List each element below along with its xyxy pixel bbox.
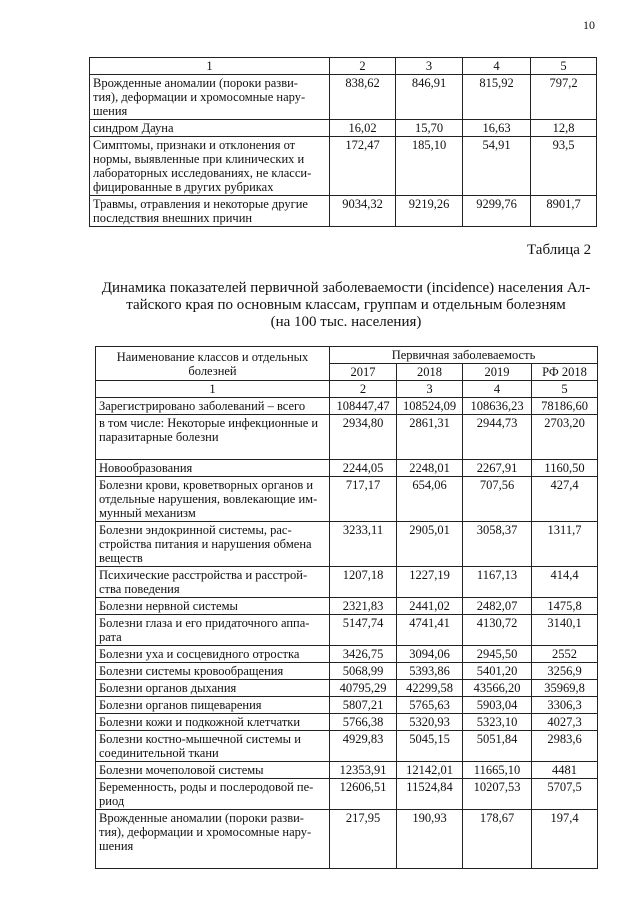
column-number: 5 xyxy=(531,58,597,75)
value-cell: 5807,21 xyxy=(330,697,397,714)
value-cell: 185,10 xyxy=(396,137,463,196)
row-label xyxy=(90,137,330,196)
value-cell: 1167,13 xyxy=(463,567,532,598)
row-label xyxy=(96,598,330,615)
table-row xyxy=(96,680,598,697)
value-cell: 16,02 xyxy=(330,120,396,137)
value-cell: 414,4 xyxy=(532,567,598,598)
table-row xyxy=(96,762,598,779)
table-row xyxy=(96,615,598,646)
value-cell: 12606,51 xyxy=(330,779,397,810)
label-line: отдельные нарушения, вовлекающие им- xyxy=(99,492,318,506)
table-row xyxy=(96,810,598,869)
value-cell: 10207,53 xyxy=(463,779,532,810)
year-header: 2017 xyxy=(330,364,397,381)
value-cell: 2934,80 xyxy=(330,415,397,460)
table-number-row xyxy=(96,381,598,398)
value-cell: 4481 xyxy=(532,762,598,779)
label-line: Болезни системы кровообращения xyxy=(99,664,284,678)
label-line xyxy=(99,853,326,867)
value-cell: 12,8 xyxy=(531,120,597,137)
row-label xyxy=(96,731,330,762)
row-label xyxy=(96,714,330,731)
label-line: Беременность, роды и послеродовой пе- xyxy=(99,780,314,794)
row-label xyxy=(96,415,330,460)
row-label xyxy=(96,567,330,598)
value-cell: 9034,32 xyxy=(330,196,396,227)
row-label xyxy=(96,697,330,714)
label-line: Новообразования xyxy=(99,461,193,475)
table-row xyxy=(96,714,598,731)
value-cell: 4027,3 xyxy=(532,714,598,731)
value-cell: 5393,86 xyxy=(397,663,463,680)
column-number: 5 xyxy=(532,381,598,398)
value-cell: 2248,01 xyxy=(397,460,463,477)
table-number-row xyxy=(90,58,597,75)
label-line: веществ xyxy=(99,551,143,565)
label-line: фицированные в других рубриках xyxy=(93,180,274,194)
value-cell: 4929,83 xyxy=(330,731,397,762)
value-cell: 5401,20 xyxy=(463,663,532,680)
value-cell: 54,91 xyxy=(463,137,531,196)
value-cell: 5766,38 xyxy=(330,714,397,731)
value-cell: 35969,8 xyxy=(532,680,598,697)
value-cell: 846,91 xyxy=(396,75,463,120)
table-caption: Таблица 2 xyxy=(527,242,592,258)
table-row xyxy=(96,460,598,477)
table-title xyxy=(90,280,602,331)
table-row xyxy=(96,415,598,460)
value-cell: 797,2 xyxy=(531,75,597,120)
table-row xyxy=(96,663,598,680)
label-line: тия), деформации и хромосомные нару- xyxy=(93,90,306,104)
value-cell: 11665,10 xyxy=(463,762,532,779)
table-row xyxy=(96,779,598,810)
header-line: Наименование классов и отдельных xyxy=(116,349,309,364)
value-cell: 3058,37 xyxy=(463,522,532,567)
label-line xyxy=(99,444,326,458)
row-label xyxy=(96,646,330,663)
label-line: Болезни органов пищеварения xyxy=(99,698,262,712)
table-row xyxy=(90,196,597,227)
label-line: Врожденные аномалии (пороки разви- xyxy=(99,811,304,825)
label-line: Травмы, отравления и некоторые другие xyxy=(93,197,308,211)
label-line: Болезни костно-мышечной системы и xyxy=(99,732,301,746)
table-row xyxy=(96,567,598,598)
value-cell: 5068,99 xyxy=(330,663,397,680)
label-line: синдром Дауна xyxy=(93,121,174,135)
column-number: 1 xyxy=(96,381,330,398)
row-label xyxy=(90,196,330,227)
table-row xyxy=(96,477,598,522)
value-cell: 11524,84 xyxy=(397,779,463,810)
value-cell: 42299,58 xyxy=(397,680,463,697)
value-cell: 2552 xyxy=(532,646,598,663)
value-cell: 5323,10 xyxy=(463,714,532,731)
value-cell: 8901,7 xyxy=(531,196,597,227)
value-cell: 815,92 xyxy=(463,75,531,120)
value-cell: 427,4 xyxy=(532,477,598,522)
column-number: 2 xyxy=(330,58,396,75)
label-line: Болезни эндокринной системы, рас- xyxy=(99,523,292,537)
value-cell: 5903,04 xyxy=(463,697,532,714)
title-line: тайского края по основным классам, группам и отдельным болезням xyxy=(126,297,566,313)
value-cell: 2321,83 xyxy=(330,598,397,615)
label-line: лабораторных исследованиях, не класси- xyxy=(93,166,312,180)
value-cell: 3256,9 xyxy=(532,663,598,680)
value-cell: 5051,84 xyxy=(463,731,532,762)
value-cell: 5045,15 xyxy=(397,731,463,762)
label-line: Болезни кожи и подкожной клетчатки xyxy=(99,715,301,729)
row-label xyxy=(96,615,330,646)
row-label xyxy=(90,120,330,137)
value-cell: 4741,41 xyxy=(397,615,463,646)
value-cell: 1207,18 xyxy=(330,567,397,598)
table-row xyxy=(90,137,597,196)
label-line: Врожденные аномалии (пороки разви- xyxy=(93,76,298,90)
row-label xyxy=(96,680,330,697)
value-cell: 9299,76 xyxy=(463,196,531,227)
row-label xyxy=(96,663,330,680)
value-cell: 43566,20 xyxy=(463,680,532,697)
value-cell: 12353,91 xyxy=(330,762,397,779)
row-label xyxy=(96,522,330,567)
row-label xyxy=(96,398,330,415)
value-cell: 2983,6 xyxy=(532,731,598,762)
label-line: Болезни органов дыхания xyxy=(99,681,237,695)
column-number: 2 xyxy=(330,381,397,398)
value-cell: 1475,8 xyxy=(532,598,598,615)
table-row xyxy=(96,398,598,415)
label-line: шения xyxy=(99,839,134,853)
value-cell: 5320,93 xyxy=(397,714,463,731)
value-cell: 654,06 xyxy=(397,477,463,522)
table-continuation xyxy=(89,57,597,227)
label-line: в том числе: Некоторые инфекционные и xyxy=(99,416,319,430)
header-group: Первичная заболеваемость xyxy=(330,347,598,364)
table-row xyxy=(96,646,598,663)
value-cell: 16,63 xyxy=(463,120,531,137)
label-line: ства поведения xyxy=(99,582,180,596)
table-header-row xyxy=(96,347,598,364)
label-line: Психические расстройства и расстрой- xyxy=(99,568,308,582)
row-label xyxy=(96,779,330,810)
value-cell: 12142,01 xyxy=(397,762,463,779)
value-cell: 93,5 xyxy=(531,137,597,196)
title-line: Динамика показателей первичной заболеваемости (incidence) населения Ал- xyxy=(101,280,591,296)
label-line: Болезни нервной системы xyxy=(99,599,238,613)
label-line: стройства питания и нарушения обмена xyxy=(99,537,312,551)
row-label xyxy=(96,810,330,869)
label-line: Симптомы, признаки и отклонения от xyxy=(93,138,296,152)
value-cell: 2703,20 xyxy=(532,415,598,460)
value-cell: 2905,01 xyxy=(397,522,463,567)
row-label xyxy=(96,460,330,477)
row-label xyxy=(90,75,330,120)
value-cell: 2944,73 xyxy=(463,415,532,460)
table-row xyxy=(96,522,598,567)
value-cell: 108447,47 xyxy=(330,398,397,415)
table-row xyxy=(90,75,597,120)
column-number: 3 xyxy=(396,58,463,75)
label-line: Болезни глаза и его придаточного аппа- xyxy=(99,616,310,630)
value-cell: 178,67 xyxy=(463,810,532,869)
value-cell: 108524,09 xyxy=(397,398,463,415)
value-cell: 3306,3 xyxy=(532,697,598,714)
title-line: (на 100 тыс. населения) xyxy=(270,314,422,330)
value-cell: 2244,05 xyxy=(330,460,397,477)
value-cell: 717,17 xyxy=(330,477,397,522)
value-cell: 3426,75 xyxy=(330,646,397,663)
header-class-name xyxy=(96,347,330,381)
value-cell: 3140,1 xyxy=(532,615,598,646)
value-cell: 707,56 xyxy=(463,477,532,522)
value-cell: 838,62 xyxy=(330,75,396,120)
value-cell: 2482,07 xyxy=(463,598,532,615)
column-number: 3 xyxy=(397,381,463,398)
label-line: Зарегистрировано заболеваний – всего xyxy=(99,399,306,413)
value-cell: 1160,50 xyxy=(532,460,598,477)
header-line: болезней xyxy=(188,363,237,378)
column-number: 4 xyxy=(463,58,531,75)
label-line: рата xyxy=(99,630,122,644)
row-label xyxy=(96,762,330,779)
value-cell: 1227,19 xyxy=(397,567,463,598)
column-number: 1 xyxy=(90,58,330,75)
year-header: 2018 xyxy=(397,364,463,381)
label-line: Болезни крови, кроветворных органов и xyxy=(99,478,314,492)
row-label xyxy=(96,477,330,522)
table-row xyxy=(96,697,598,714)
label-line: паразитарные болезни xyxy=(99,430,219,444)
value-cell: 2861,31 xyxy=(397,415,463,460)
value-cell: 172,47 xyxy=(330,137,396,196)
value-cell: 5707,5 xyxy=(532,779,598,810)
value-cell: 217,95 xyxy=(330,810,397,869)
value-cell: 2267,91 xyxy=(463,460,532,477)
value-cell: 2441,02 xyxy=(397,598,463,615)
label-line: последствия внешних причин xyxy=(93,211,253,225)
label-line: Болезни уха и сосцевидного отростка xyxy=(99,647,300,661)
value-cell: 40795,29 xyxy=(330,680,397,697)
page-number: 10 xyxy=(583,18,595,32)
value-cell: 1311,7 xyxy=(532,522,598,567)
value-cell: 5147,74 xyxy=(330,615,397,646)
label-line: мунный механизм xyxy=(99,506,196,520)
value-cell: 5765,63 xyxy=(397,697,463,714)
year-header: 2019 xyxy=(463,364,532,381)
column-number: 4 xyxy=(463,381,532,398)
value-cell: 197,4 xyxy=(532,810,598,869)
value-cell: 9219,26 xyxy=(396,196,463,227)
incidence-table xyxy=(95,346,598,869)
label-line: риод xyxy=(99,794,125,808)
value-cell: 3094,06 xyxy=(397,646,463,663)
value-cell: 3233,11 xyxy=(330,522,397,567)
table-row xyxy=(90,120,597,137)
value-cell: 2945,50 xyxy=(463,646,532,663)
value-cell: 78186,60 xyxy=(532,398,598,415)
year-header: РФ 2018 xyxy=(532,364,598,381)
value-cell: 190,93 xyxy=(397,810,463,869)
value-cell: 15,70 xyxy=(396,120,463,137)
label-line: соединительной ткани xyxy=(99,746,219,760)
label-line: шения xyxy=(93,104,128,118)
value-cell: 4130,72 xyxy=(463,615,532,646)
label-line: Болезни мочеполовой системы xyxy=(99,763,264,777)
table-row xyxy=(96,598,598,615)
value-cell: 108636,23 xyxy=(463,398,532,415)
table-row xyxy=(96,731,598,762)
label-line: тия), деформации и хромосомные нару- xyxy=(99,825,312,839)
label-line: нормы, выявленные при клинических и xyxy=(93,152,305,166)
